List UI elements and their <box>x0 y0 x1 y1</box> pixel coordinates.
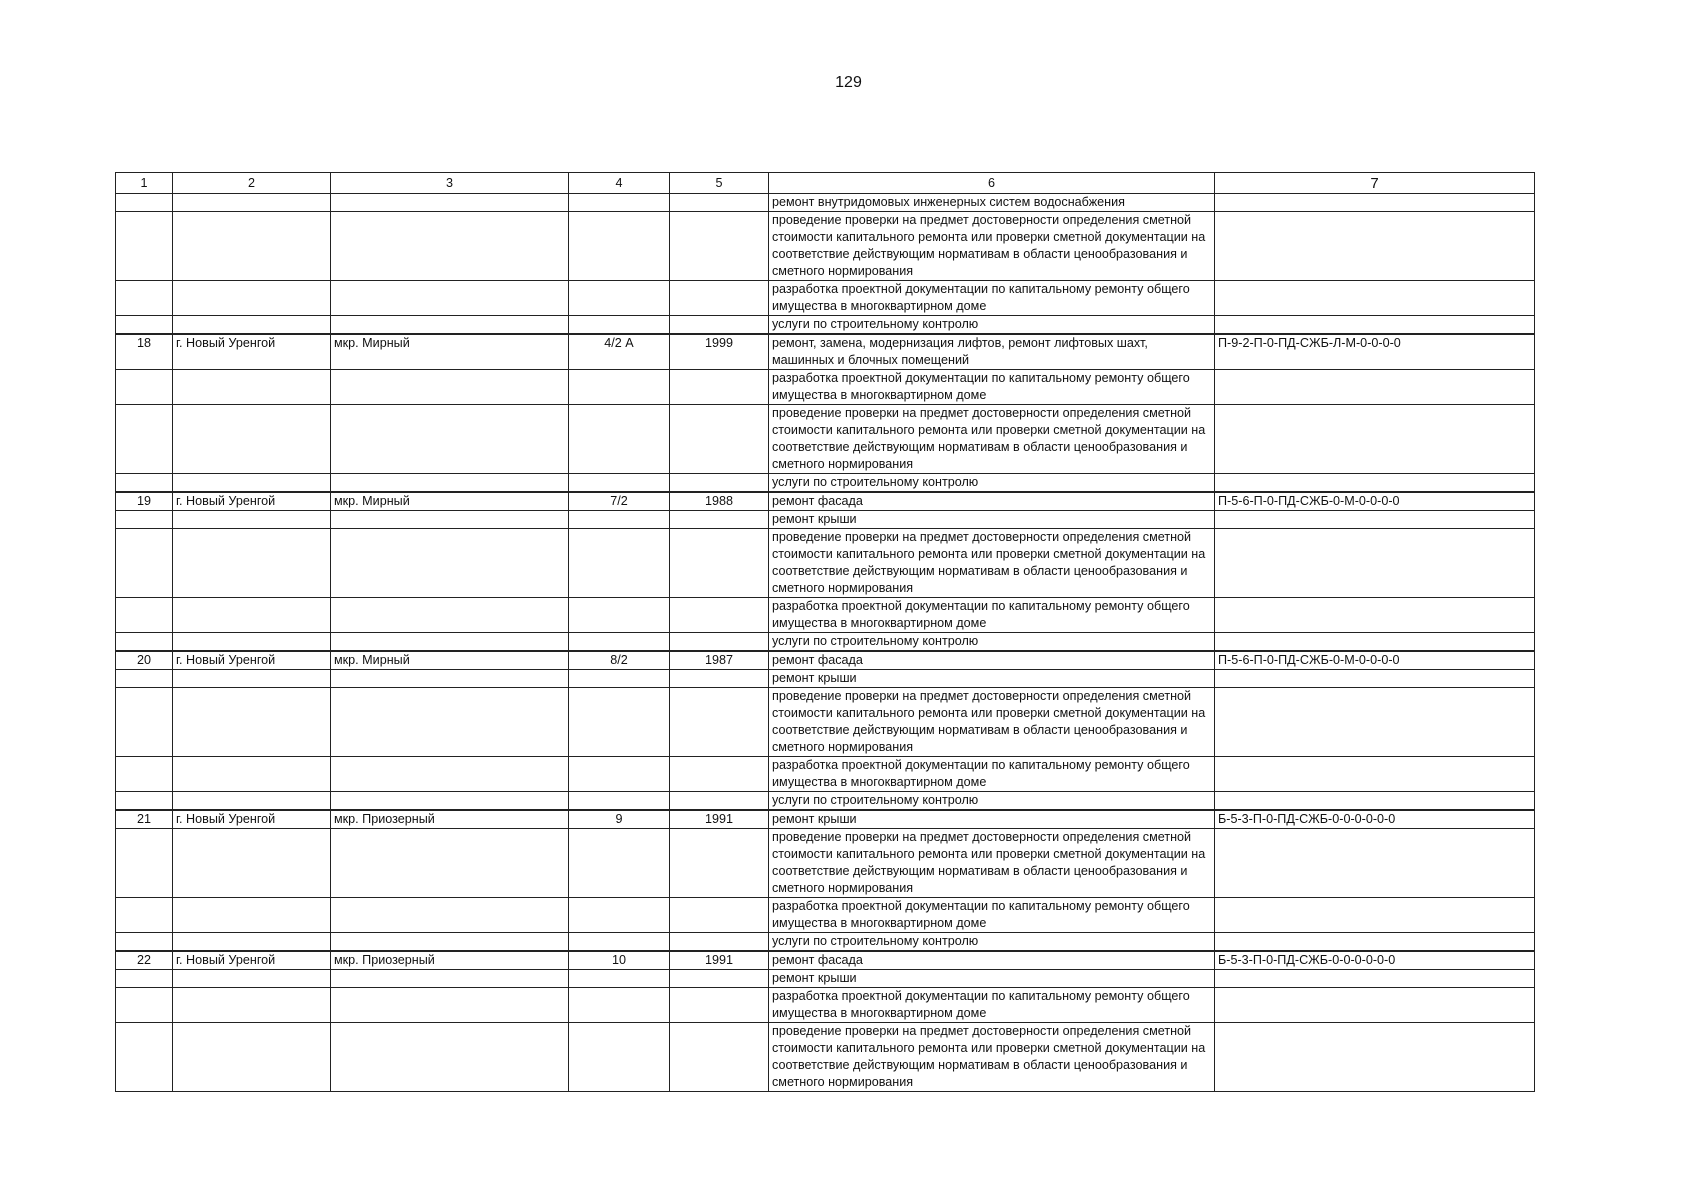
cell-year <box>670 511 769 529</box>
cell-number <box>116 212 173 281</box>
cell-code <box>1215 598 1535 633</box>
cell-code <box>1215 633 1535 652</box>
column-header-1: 1 <box>116 173 173 194</box>
cell-work-type: услуги по строительному контролю <box>769 792 1215 811</box>
cell-year: 1991 <box>670 951 769 970</box>
cell-work-type: услуги по строительному контролю <box>769 933 1215 952</box>
cell-city <box>173 194 331 212</box>
cell-city <box>173 370 331 405</box>
cell-work-type: ремонт внутридомовых инженерных систем водоснабжения <box>769 194 1215 212</box>
table-row <box>116 334 1535 370</box>
table-row <box>116 194 1535 212</box>
cell-code <box>1215 316 1535 335</box>
cell-city <box>173 988 331 1023</box>
cell-number <box>116 633 173 652</box>
cell-year <box>670 898 769 933</box>
cell-code: П-9-2-П-0-ПД-СЖБ-Л-М-0-0-0-0 <box>1215 334 1535 370</box>
table-body <box>116 194 1535 1092</box>
cell-city <box>173 757 331 792</box>
cell-district: мкр. Мирный <box>331 334 569 370</box>
cell-number <box>116 316 173 335</box>
cell-year <box>670 792 769 811</box>
cell-district <box>331 1023 569 1092</box>
cell-work-type: услуги по строительному контролю <box>769 633 1215 652</box>
cell-district <box>331 598 569 633</box>
cell-city <box>173 405 331 474</box>
cell-number <box>116 194 173 212</box>
cell-year <box>670 316 769 335</box>
cell-work-type: разработка проектной документации по капитальному ремонту общего имущества в многоквартирном доме <box>769 898 1215 933</box>
cell-city <box>173 898 331 933</box>
cell-year <box>670 757 769 792</box>
column-header-4: 4 <box>569 173 670 194</box>
table-row <box>116 970 1535 988</box>
table-row <box>116 405 1535 474</box>
cell-work-type: разработка проектной документации по капитальному ремонту общего имущества в многоквартирном доме <box>769 757 1215 792</box>
cell-work-type: ремонт крыши <box>769 970 1215 988</box>
cell-city <box>173 598 331 633</box>
cell-city <box>173 970 331 988</box>
cell-house <box>569 757 670 792</box>
table-row <box>116 898 1535 933</box>
cell-number: 19 <box>116 492 173 511</box>
cell-number <box>116 792 173 811</box>
cell-work-type: ремонт, замена, модернизация лифтов, ремонт лифтовых шахт, машинных и блочных помещений <box>769 334 1215 370</box>
cell-work-type: ремонт фасада <box>769 951 1215 970</box>
cell-district <box>331 281 569 316</box>
cell-district <box>331 688 569 757</box>
cell-house <box>569 370 670 405</box>
cell-number <box>116 933 173 952</box>
table-row <box>116 1023 1535 1092</box>
cell-city <box>173 792 331 811</box>
cell-district <box>331 405 569 474</box>
cell-year <box>670 281 769 316</box>
cell-year <box>670 405 769 474</box>
cell-code <box>1215 212 1535 281</box>
cell-work-type: разработка проектной документации по капитальному ремонту общего имущества в многоквартирном доме <box>769 988 1215 1023</box>
cell-code <box>1215 474 1535 493</box>
cell-year <box>670 474 769 493</box>
cell-house: 10 <box>569 951 670 970</box>
cell-house: 4/2 А <box>569 334 670 370</box>
table-row <box>116 933 1535 952</box>
table-row <box>116 598 1535 633</box>
cell-district <box>331 757 569 792</box>
cell-number <box>116 474 173 493</box>
cell-year <box>670 212 769 281</box>
cell-city <box>173 1023 331 1092</box>
cell-city: г. Новый Уренгой <box>173 810 331 829</box>
cell-district <box>331 194 569 212</box>
cell-district <box>331 933 569 952</box>
cell-code <box>1215 792 1535 811</box>
cell-number <box>116 670 173 688</box>
table-header <box>116 173 1535 194</box>
cell-number <box>116 829 173 898</box>
table-row <box>116 670 1535 688</box>
cell-house <box>569 988 670 1023</box>
table-row <box>116 492 1535 511</box>
cell-work-type: проведение проверки на предмет достоверности определения сметной стоимости капитального ремонта или проверки сметной документации на соответствие действующим нормативам в области ценообразования и сметного нормирования <box>769 829 1215 898</box>
table-row <box>116 792 1535 811</box>
cell-house <box>569 792 670 811</box>
table-row <box>116 688 1535 757</box>
table-row <box>116 370 1535 405</box>
cell-house <box>569 1023 670 1092</box>
cell-work-type: услуги по строительному контролю <box>769 474 1215 493</box>
cell-year <box>670 688 769 757</box>
cell-city <box>173 474 331 493</box>
cell-number: 18 <box>116 334 173 370</box>
table-row <box>116 633 1535 652</box>
cell-code <box>1215 933 1535 952</box>
cell-number: 21 <box>116 810 173 829</box>
cell-district: мкр. Приозерный <box>331 810 569 829</box>
cell-city <box>173 529 331 598</box>
cell-house <box>569 829 670 898</box>
cell-city <box>173 688 331 757</box>
cell-number <box>116 511 173 529</box>
cell-code: Б-5-3-П-0-ПД-СЖБ-0-0-0-0-0-0 <box>1215 951 1535 970</box>
cell-house <box>569 281 670 316</box>
cell-year <box>670 529 769 598</box>
column-header-7: 7 <box>1215 173 1535 194</box>
cell-year: 1988 <box>670 492 769 511</box>
cell-house <box>569 688 670 757</box>
cell-house <box>569 670 670 688</box>
capital-repair-table <box>115 172 1535 1092</box>
cell-city: г. Новый Уренгой <box>173 492 331 511</box>
cell-number: 20 <box>116 651 173 670</box>
cell-work-type: проведение проверки на предмет достоверности определения сметной стоимости капитального ремонта или проверки сметной документации на соответствие действующим нормативам в области ценообразования и сметного нормирования <box>769 688 1215 757</box>
cell-city <box>173 829 331 898</box>
cell-code <box>1215 898 1535 933</box>
cell-code <box>1215 281 1535 316</box>
table-row <box>116 810 1535 829</box>
cell-district <box>331 511 569 529</box>
cell-house: 9 <box>569 810 670 829</box>
column-header-3: 3 <box>331 173 569 194</box>
cell-year: 1991 <box>670 810 769 829</box>
cell-code <box>1215 511 1535 529</box>
cell-year <box>670 970 769 988</box>
cell-work-type: ремонт крыши <box>769 511 1215 529</box>
cell-house <box>569 316 670 335</box>
cell-year <box>670 194 769 212</box>
cell-work-type: проведение проверки на предмет достоверности определения сметной стоимости капитального ремонта или проверки сметной документации на соответствие действующим нормативам в области ценообразования и сметного нормирования <box>769 1023 1215 1092</box>
cell-house <box>569 212 670 281</box>
cell-code: П-5-6-П-0-ПД-СЖБ-0-М-0-0-0-0 <box>1215 651 1535 670</box>
cell-district <box>331 212 569 281</box>
table-row <box>116 829 1535 898</box>
cell-city: г. Новый Уренгой <box>173 951 331 970</box>
cell-district <box>331 792 569 811</box>
cell-work-type: ремонт фасада <box>769 492 1215 511</box>
cell-code <box>1215 670 1535 688</box>
cell-code <box>1215 194 1535 212</box>
cell-house <box>569 529 670 598</box>
cell-city <box>173 670 331 688</box>
cell-number <box>116 1023 173 1092</box>
cell-code <box>1215 829 1535 898</box>
cell-house <box>569 933 670 952</box>
table-row <box>116 474 1535 493</box>
cell-district <box>331 370 569 405</box>
cell-house <box>569 474 670 493</box>
table-row <box>116 529 1535 598</box>
cell-code <box>1215 688 1535 757</box>
cell-district <box>331 988 569 1023</box>
cell-code <box>1215 529 1535 598</box>
cell-work-type: услуги по строительному контролю <box>769 316 1215 335</box>
cell-work-type: разработка проектной документации по капитальному ремонту общего имущества в многоквартирном доме <box>769 281 1215 316</box>
cell-year <box>670 670 769 688</box>
table-row <box>116 212 1535 281</box>
cell-city <box>173 316 331 335</box>
cell-house: 7/2 <box>569 492 670 511</box>
cell-code: П-5-6-П-0-ПД-СЖБ-0-М-0-0-0-0 <box>1215 492 1535 511</box>
column-header-5: 5 <box>670 173 769 194</box>
cell-code <box>1215 988 1535 1023</box>
cell-number <box>116 970 173 988</box>
page-number: 129 <box>835 74 862 91</box>
cell-city: г. Новый Уренгой <box>173 651 331 670</box>
cell-code <box>1215 970 1535 988</box>
cell-city <box>173 511 331 529</box>
cell-work-type: проведение проверки на предмет достоверности определения сметной стоимости капитального ремонта или проверки сметной документации на соответствие действующим нормативам в области ценообразования и сметного нормирования <box>769 405 1215 474</box>
cell-district <box>331 316 569 335</box>
cell-work-type: ремонт крыши <box>769 810 1215 829</box>
cell-year: 1987 <box>670 651 769 670</box>
cell-house <box>569 194 670 212</box>
table-row <box>116 281 1535 316</box>
cell-house <box>569 405 670 474</box>
column-header-2: 2 <box>173 173 331 194</box>
cell-house <box>569 511 670 529</box>
table-row <box>116 511 1535 529</box>
cell-number <box>116 370 173 405</box>
cell-district: мкр. Приозерный <box>331 951 569 970</box>
cell-code <box>1215 405 1535 474</box>
table-row <box>116 651 1535 670</box>
cell-number <box>116 281 173 316</box>
cell-year <box>670 988 769 1023</box>
cell-number <box>116 688 173 757</box>
cell-district <box>331 529 569 598</box>
cell-work-type: ремонт крыши <box>769 670 1215 688</box>
cell-city <box>173 933 331 952</box>
cell-work-type: проведение проверки на предмет достоверности определения сметной стоимости капитального ремонта или проверки сметной документации на соответствие действующим нормативам в области ценообразования и сметного нормирования <box>769 212 1215 281</box>
cell-city <box>173 212 331 281</box>
cell-work-type: проведение проверки на предмет достоверности определения сметной стоимости капитального ремонта или проверки сметной документации на соответствие действующим нормативам в области ценообразования и сметного нормирования <box>769 529 1215 598</box>
cell-district: мкр. Мирный <box>331 492 569 511</box>
cell-city <box>173 281 331 316</box>
cell-number <box>116 529 173 598</box>
cell-year <box>670 1023 769 1092</box>
cell-number <box>116 988 173 1023</box>
cell-district <box>331 474 569 493</box>
cell-year: 1999 <box>670 334 769 370</box>
cell-year <box>670 933 769 952</box>
cell-work-type: разработка проектной документации по капитальному ремонту общего имущества в многоквартирном доме <box>769 598 1215 633</box>
cell-house <box>569 598 670 633</box>
cell-city: г. Новый Уренгой <box>173 334 331 370</box>
cell-house <box>569 898 670 933</box>
cell-code <box>1215 1023 1535 1092</box>
cell-code <box>1215 370 1535 405</box>
table-row <box>116 988 1535 1023</box>
cell-year <box>670 829 769 898</box>
cell-year <box>670 633 769 652</box>
table-row <box>116 951 1535 970</box>
cell-number <box>116 757 173 792</box>
cell-work-type: разработка проектной документации по капитальному ремонту общего имущества в многоквартирном доме <box>769 370 1215 405</box>
column-header-6: 6 <box>769 173 1215 194</box>
cell-number <box>116 598 173 633</box>
cell-district <box>331 970 569 988</box>
cell-work-type: ремонт фасада <box>769 651 1215 670</box>
cell-code: Б-5-3-П-0-ПД-СЖБ-0-0-0-0-0-0 <box>1215 810 1535 829</box>
table-row <box>116 757 1535 792</box>
cell-house <box>569 633 670 652</box>
cell-district <box>331 898 569 933</box>
cell-district <box>331 829 569 898</box>
cell-district: мкр. Мирный <box>331 651 569 670</box>
cell-district <box>331 670 569 688</box>
table-row <box>116 316 1535 335</box>
cell-district <box>331 633 569 652</box>
cell-number: 22 <box>116 951 173 970</box>
cell-number <box>116 405 173 474</box>
cell-year <box>670 370 769 405</box>
cell-code <box>1215 757 1535 792</box>
cell-year <box>670 598 769 633</box>
cell-house: 8/2 <box>569 651 670 670</box>
cell-city <box>173 633 331 652</box>
header-row <box>116 173 1535 194</box>
cell-number <box>116 898 173 933</box>
cell-house <box>569 970 670 988</box>
